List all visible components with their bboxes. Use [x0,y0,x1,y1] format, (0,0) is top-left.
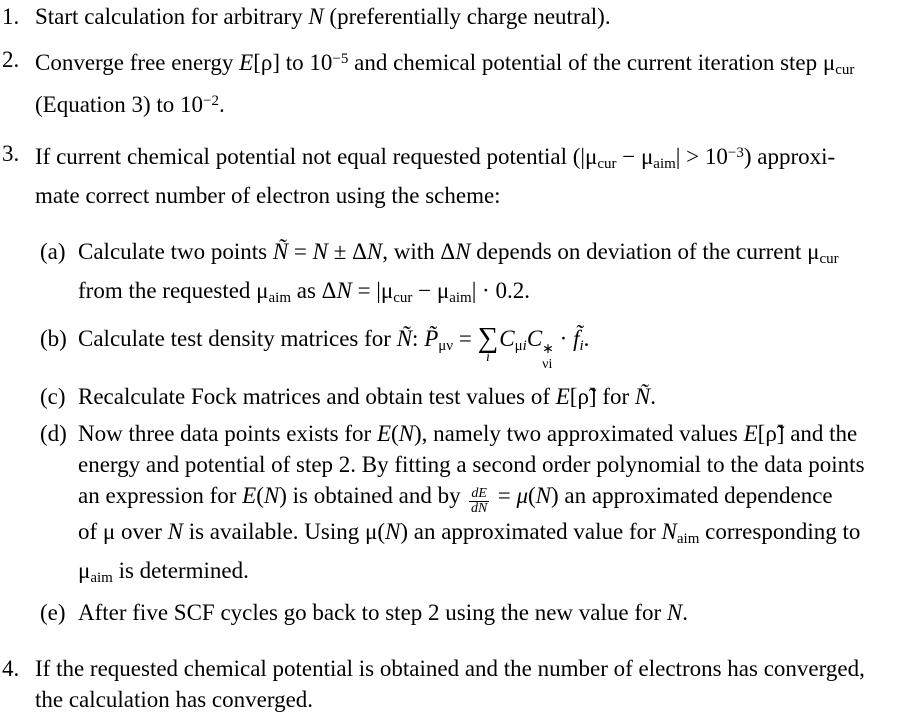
sublist-item-content [78,597,920,628]
text-segment: N [455,239,471,264]
text-segment: [ρ] to 10 [253,50,333,75]
text-line [78,480,920,516]
text-segment: aim [90,570,113,586]
text-segment: ( [256,483,264,508]
text-segment: the calculation has converged. [35,687,314,712]
text-segment: ) an approximated value for [400,519,662,544]
item-marker: 1. [2,4,20,29]
text-line [78,555,920,594]
item-content [35,44,920,120]
text-segment: ± Δ [328,239,367,264]
text-segment: , with Δ [382,239,456,264]
text-segment: · [553,326,574,351]
item-marker: 3. [2,141,20,166]
sublist-item-content [78,381,920,412]
text-segment: corresponding to [699,519,861,544]
text-line [35,138,920,180]
fraction [469,487,489,516]
list-item [2,44,920,120]
text-segment: E [239,50,254,75]
text-segment: and chemical potential of the current iteration step μ [348,50,836,75]
text-segment: [ρ̃] for [569,384,635,409]
text-line [78,275,920,314]
text-segment: If current chemical potential not equal requested potential (|μ [35,144,598,169]
text-segment: N [263,483,280,508]
text-segment: | > 10 [675,144,728,169]
sublist-item [40,597,920,628]
text-segment: aim [449,290,472,306]
text-line [35,44,920,86]
text-segment: | · 0.2. [471,278,530,303]
text-segment: N [661,519,677,544]
summation [477,322,499,365]
text-line [35,1,920,32]
text-segment: from the requested μ [78,278,269,303]
text-segment: μ [516,483,528,508]
item-content [35,138,920,628]
text-segment: cur [819,251,839,267]
list-item [2,1,920,32]
text-line [78,597,920,628]
superscript: ∗ [542,342,554,357]
text-segment: ) an approximated dependence [551,483,833,508]
text-segment: cur [835,62,855,78]
text-line [35,684,920,715]
text-line [35,653,920,684]
text-segment: μν [438,338,454,354]
item-content [35,1,920,32]
text-segment: μ [78,558,91,583]
sublist-item-marker: (b) [40,326,67,351]
text-segment: (preferentially charge neutral). [323,4,611,29]
text-segment: N [666,600,683,625]
text-segment: Converge free energy [35,50,240,75]
text-segment: E [242,483,257,508]
text-segment: Start calculation for arbitrary [35,4,309,29]
text-segment: aim [676,531,700,547]
text-segment: After five SCF cycles go back to step 2 using the new value for [78,600,667,625]
text-segment: Ñ [272,239,289,264]
text-segment: Ñ [396,326,413,351]
text-segment: N [535,483,551,508]
text-segment: C [526,326,543,351]
text-segment: E [555,384,570,409]
text-segment: N [308,4,324,29]
text-segment: Recalculate Fock matrices and obtain test values of [78,384,556,409]
text-segment: ), namely two approximated values [414,421,744,446]
sublist-item-marker: (c) [40,384,66,409]
text-segment: ( [527,483,536,508]
text-segment: − μ [616,144,654,169]
text-segment: mate correct number of electron using the scheme: [35,183,501,208]
text-segment: : [412,326,425,351]
text-segment: is determined. [112,558,249,583]
fraction-denominator: dN [471,501,488,516]
text-segment: ) is obtained and by [279,483,467,508]
text-segment: . [218,92,225,117]
text-segment: [ρ̃] and the [757,421,858,446]
text-segment: i [522,338,527,354]
summation-index: i [485,350,490,365]
text-segment: i [579,338,584,354]
text-segment: μ [514,338,523,354]
text-segment: ) approxi- [743,144,836,169]
numbered-list [2,1,920,715]
text-segment: cur [393,290,413,306]
text-segment: N [385,519,401,544]
text-line [78,381,920,412]
text-segment: cur [597,156,617,172]
text-segment: energy and potential of step 2. By fitting a second order polynomial to the data points [78,452,865,477]
text-segment: f̃ [573,326,580,351]
sigma-glyph: ∑ [477,322,499,354]
sublist-item-marker: (d) [40,421,67,446]
list-item [2,138,920,628]
sublist-item [40,236,920,314]
text-segment: N [167,519,183,544]
text-segment: Calculate two points [78,239,273,264]
text-segment: Now three data points exists for [78,421,377,446]
text-segment: E [743,421,758,446]
sublist-item-marker: (e) [40,600,66,625]
text-segment: C [499,326,515,351]
text-segment: (Equation 3) to 10 [35,92,203,117]
item-content [35,653,920,715]
text-segment: N [312,239,328,264]
text-line [78,516,920,555]
text-segment: as Δ [291,278,337,303]
sublist-item-content [78,236,920,314]
text-segment: N [366,239,383,264]
text-segment: . [682,600,689,625]
subscript: νi [542,357,553,372]
text-segment: N [336,278,352,303]
fraction-numerator: dE [471,486,487,501]
text-line [78,323,920,370]
text-line [35,180,920,211]
text-segment: of μ over [78,519,168,544]
sublist-item-content [78,323,920,370]
text-segment: aim [653,156,676,172]
text-line [78,449,920,480]
text-segment: E [376,421,391,446]
text-segment: N [398,421,415,446]
text-segment: Ñ [634,384,651,409]
lettered-sublist [40,236,920,628]
text-segment: P̃ [424,326,439,351]
text-segment: = [288,239,313,264]
text-segment: ( [391,421,399,446]
text-segment: If the requested chemical potential is obtained and the number of electrons has converged, [35,656,865,681]
sublist-item [40,381,920,412]
superscript-subscript [542,344,554,370]
text-segment: an expression for [78,483,243,508]
text-segment: − μ [412,278,450,303]
text-segment: −2 [203,93,219,109]
text-segment: = [491,483,517,508]
text-segment: = [453,326,478,351]
text-segment: aim [268,290,292,306]
text-line [78,236,920,275]
sublist-item [40,418,920,594]
sublist-item [40,323,920,370]
text-segment: depends on deviation of the current μ [470,239,820,264]
text-segment: . [650,384,657,409]
list-item [2,653,920,715]
text-segment: = |μ [351,278,394,303]
text-segment: is available. Using μ( [182,519,385,544]
text-segment: −3 [727,145,744,161]
item-marker: 2. [2,47,20,72]
text-segment: . [583,326,590,351]
item-marker: 4. [2,656,20,681]
text-segment: Calculate test density matrices for [78,326,397,351]
sublist-item-content [78,418,920,594]
text-line [35,86,920,120]
text-line [78,418,920,449]
text-segment: −5 [332,51,349,67]
sublist-item-marker: (a) [40,239,66,264]
